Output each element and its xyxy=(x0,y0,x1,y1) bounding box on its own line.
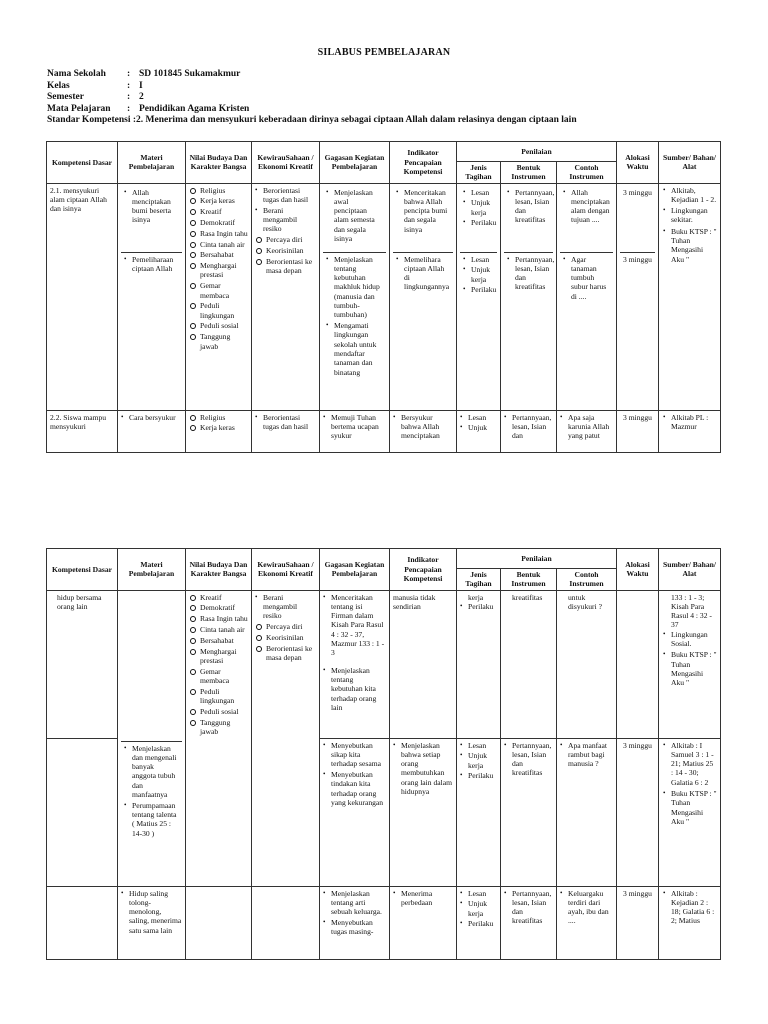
list-item: • Perilaku xyxy=(460,919,497,928)
sumber-cell xyxy=(659,590,721,738)
list-item: • Unjuk kerja xyxy=(463,265,494,284)
list-item: Tanggung jawab xyxy=(189,718,248,737)
list-item: • Apa saja karunia Allah yang patut xyxy=(560,413,613,441)
list-item: • Menceritakan bahwa Allah pencipta bumi dan segala isinya xyxy=(396,188,450,234)
list-item: Kreatif xyxy=(189,207,248,216)
materi-cell xyxy=(118,183,186,410)
list-item: Religius xyxy=(189,413,248,422)
syllabus-table-2 xyxy=(46,548,721,960)
list-item: • Memuji Tuhan bertema ucapan syukur xyxy=(323,413,386,441)
col-header-contoh: Contoh Instrumen xyxy=(557,162,617,184)
gagasan-cell xyxy=(320,738,390,886)
nilai-cell xyxy=(186,886,252,959)
list-item: • Menyebutkan tindakan kita terhadap orang yang kekurangan xyxy=(323,770,386,807)
list-item: Peduli lingkungan xyxy=(189,687,248,706)
list-item: Rasa Ingin tahu xyxy=(189,614,248,623)
list-item: • Lesan xyxy=(460,413,497,422)
list-item: • Lingkungan Sosial. xyxy=(662,630,717,649)
sumber-cell xyxy=(659,886,721,959)
header-value: I xyxy=(139,80,143,91)
list-item: • Menjelaskan tentang kebutuhan makhluk hidup (manusia dan tumbuh-tumbuhan) xyxy=(326,255,383,320)
kd-cell: hidup bersama orang lain xyxy=(47,590,118,738)
list-item: Menghargai prestasi xyxy=(189,647,248,666)
alokasi-cell xyxy=(617,183,659,410)
kd-cell: 2.1. mensyukuri alam ciptaan Allah dan isinya xyxy=(47,183,118,410)
list-item: • Lesan xyxy=(460,741,497,750)
bentuk-cell: kreatifitas xyxy=(501,590,557,738)
col-header-indikator: Indikator Pencapaian Kompetensi xyxy=(390,142,457,184)
kewira-cell xyxy=(252,410,320,452)
gagasan-cell xyxy=(320,183,390,410)
kewira-cell xyxy=(252,183,320,410)
header-sep: : xyxy=(127,80,131,91)
indikator-cell xyxy=(390,410,457,452)
jenis-cell xyxy=(457,590,501,738)
list-item: • Menjelaskan dan mengenali banyak anggota tubuh dan manfaatnya xyxy=(124,744,179,800)
list-item: • Menjelaskan bahwa setiap orang membutuhkan orang lain dalam hidupnya xyxy=(393,741,453,797)
col-header-gagasan: Gagasan Kegiatan Pembelajaran xyxy=(320,142,390,184)
alokasi-value: 3 minggu xyxy=(623,187,652,197)
list-item: • Pertannyaan, lesan, Isian dan kreatifitas xyxy=(504,741,553,778)
list-item: • Menjelaskan tentang arti sebuah keluarga. xyxy=(323,889,386,917)
contoh-cell xyxy=(557,183,617,410)
contoh-cell xyxy=(557,886,617,959)
col-header-jenis: Jenis Tagihan xyxy=(457,569,501,591)
table-row xyxy=(47,410,721,452)
list-item: Rasa Ingin tahu xyxy=(189,229,248,238)
kewira-cell xyxy=(252,590,320,886)
list-item: Bersahabat xyxy=(189,636,248,645)
list-item: • Menyebutkan sikap kita terhadap sesama xyxy=(323,741,386,769)
list-item: • Alkitab : I Samuel 3 : 1 - 21; Matius 25 : 14 - 30; Galatia 6 : 2 xyxy=(662,741,717,787)
list-item: • Menerima perbedaan xyxy=(393,889,453,908)
list-item: • Unjuk kerja xyxy=(460,899,497,918)
kd-cell xyxy=(47,738,118,886)
list-item: • Allah menciptakan bumi beserta isinya xyxy=(124,188,179,225)
list-item: Berorientasi ke masa depan xyxy=(255,644,316,663)
col-header-gagasan: Gagasan Kegiatan Pembelajaran xyxy=(320,549,390,591)
col-header-alokasi: Alokasi Waktu xyxy=(617,549,659,591)
standard-label: Standar Kompetensi : xyxy=(47,115,137,126)
list-item: • Bersyukur bahwa Allah menciptakan xyxy=(393,413,453,441)
col-header-kd: Kompetensi Dasar xyxy=(47,549,118,591)
col-header-jenis: Jenis Tagihan xyxy=(457,162,501,184)
list-item: Kreatif xyxy=(189,593,248,602)
list-item: • Memelihara ciptaan Allah di lingkungannya xyxy=(396,255,450,292)
list-item: • Pertannyaan, lesan, Isian dan kreatifitas xyxy=(507,255,550,292)
alokasi-cell: 3 minggu xyxy=(617,410,659,452)
col-header-nilai: Nilai Budaya Dan Karakter Bangsa xyxy=(186,142,252,184)
table-row xyxy=(47,590,721,738)
header-label: Semester xyxy=(47,92,84,103)
list-item: • Berorientasi tugas dan hasil xyxy=(255,186,316,205)
jenis-cell xyxy=(457,410,501,452)
col-header-kewira: KewirauSahaan / Ekonomi Kreatif xyxy=(252,549,320,591)
gagasan-cell xyxy=(320,886,390,959)
sumber-cell xyxy=(659,183,721,410)
list-item: Percaya diri xyxy=(255,235,316,244)
list-item: • Berorientasi tugas dan hasil xyxy=(255,413,316,432)
list-item: • Perilaku xyxy=(463,285,494,294)
list-item: Keorisinilan xyxy=(255,246,316,255)
bentuk-cell xyxy=(501,886,557,959)
bentuk-cell xyxy=(501,183,557,410)
materi-cell xyxy=(118,410,186,452)
list-item: • Keluargaku terdiri dari ayah, ibu dan .... xyxy=(560,889,613,926)
col-header-materi: Materi Pembelajaran xyxy=(118,549,186,591)
gagasan-cell xyxy=(320,590,390,738)
header-sep: : xyxy=(127,69,131,79)
header-label: Kelas xyxy=(47,80,70,91)
col-header-alokasi: Alokasi Waktu xyxy=(617,142,659,184)
table-row xyxy=(47,886,721,959)
list-item: • Pertannyaan, lesan, Isian dan xyxy=(504,413,553,441)
list-item: • Buku KTSP : " Tuhan Mengasihi Aku " xyxy=(662,227,717,264)
materi-cell xyxy=(118,590,186,886)
indikator-cell xyxy=(390,183,457,410)
header-label: Mata Pelajaran xyxy=(47,103,111,114)
col-header-kewira: KewirauSahaan / Ekonomi Kreatif xyxy=(252,142,320,184)
list-item: • Alkitab PL : Mazmur xyxy=(662,413,717,432)
materi-cell xyxy=(118,886,186,959)
list-item: Peduli sosial xyxy=(189,707,248,716)
list-item: • Pertannyaan, lesan, Isian dan kreatifitas xyxy=(504,889,553,926)
list-item: • Menceritakan tentang isi Firman dalam Kisah Para Rasul 4 : 32 - 37, Mazmur 133 : 1 - 3 xyxy=(323,593,386,658)
gagasan-cell xyxy=(320,410,390,452)
col-header-sumber: Sumber/ Bahan/ Alat xyxy=(659,142,721,184)
kd-cell: 2.2. Siswa mampu mensyukuri xyxy=(47,410,118,452)
list-item: Keorisinilan xyxy=(255,633,316,642)
list-item: Cinta tanah air xyxy=(189,625,248,634)
list-item: Menghargai prestasi xyxy=(189,261,248,280)
list-item: Religius xyxy=(189,186,248,195)
nilai-cell xyxy=(186,590,252,886)
col-header-contoh: Contoh Instrumen xyxy=(557,569,617,591)
list-item: Kerja keras xyxy=(189,196,248,205)
list-item: • Perilaku xyxy=(460,602,497,611)
jenis-value: kerja xyxy=(468,592,484,602)
header-value: SD 101845 Sukamakmur xyxy=(139,69,241,79)
contoh-cell xyxy=(557,738,617,886)
list-item: Demokratif xyxy=(189,218,248,227)
list-item: • Berani mengambil resiko xyxy=(255,206,316,234)
col-header-materi: Materi Pembelajaran xyxy=(118,142,186,184)
col-header-penilaian: Penilaian xyxy=(457,142,617,162)
kewira-cell xyxy=(252,886,320,959)
alokasi-value: 3 minggu xyxy=(620,252,655,266)
sumber-cell xyxy=(659,738,721,886)
list-item: • Perilaku xyxy=(460,771,497,780)
list-item: • Menjelaskan tentang kebutuhan kita terhadap orang lain xyxy=(323,666,386,712)
list-item: Percaya diri xyxy=(255,622,316,631)
alokasi-cell: 3 minggu xyxy=(617,886,659,959)
list-item: • Unjuk kerja xyxy=(463,198,494,217)
list-item: Bersahabat xyxy=(189,250,248,259)
jenis-cell xyxy=(457,738,501,886)
header-value: 2 xyxy=(139,92,144,103)
bentuk-cell xyxy=(501,738,557,886)
alokasi-cell xyxy=(617,590,659,738)
list-item: • Hidup saling tolong-menolong, saling, menerima satu sama lain xyxy=(121,889,182,935)
header-row-semester xyxy=(47,92,577,104)
col-header-bentuk: Bentuk Instrumen xyxy=(501,162,557,184)
jenis-cell xyxy=(457,183,501,410)
table-row xyxy=(47,183,721,410)
list-item: • Alkitab, Kejadian 1 - 2. xyxy=(662,186,717,205)
list-item: • Agar tanaman tumbuh subur harus di .... xyxy=(563,255,610,301)
contoh-cell: untuk disyukuri ? xyxy=(557,590,617,738)
nilai-cell xyxy=(186,410,252,452)
list-item: • Mengamati lingkungan sekolah untuk mendaftar tanaman dan binatang xyxy=(326,321,383,377)
col-header-nilai: Nilai Budaya Dan Karakter Bangsa xyxy=(186,549,252,591)
header-sep: : xyxy=(127,103,131,114)
list-item: • Allah menciptakan alam dengan tujuan .... xyxy=(563,188,610,225)
list-item: • Lingkungan sekitar. xyxy=(662,206,717,225)
jenis-cell xyxy=(457,886,501,959)
indikator-cell xyxy=(390,886,457,959)
list-item: • Menjelaskan awal penciptaan alam semesta dan segala isinya xyxy=(326,188,383,244)
list-item: • Pemeliharaan ciptaan Allah xyxy=(124,255,179,274)
list-item: • Unjuk kerja xyxy=(460,751,497,770)
list-item: • Buku KTSP : " Tuhan Mengasihi Aku " xyxy=(662,789,717,826)
standard-value: 2. Menerima dan mensyukuri keberadaan dirinya sebagai ciptaan Allah dalam relasinya dengan ciptaan lain xyxy=(136,115,577,126)
list-item: • Alkitab : Kejadian 2 : 18; Galatia 6 : 2; Matius xyxy=(662,889,717,926)
header-row-subject xyxy=(47,104,577,116)
header-label: Nama Sekolah xyxy=(47,69,106,79)
header-row-class xyxy=(47,81,577,93)
sumber-text: 133 : 1 - 3; Kisah Para Rasul 4 : 32 - 37 xyxy=(671,592,712,630)
document-header xyxy=(47,69,577,127)
list-item: Demokratif xyxy=(189,603,248,612)
kd-cell xyxy=(47,886,118,959)
list-item: Tanggung jawab xyxy=(189,332,248,351)
document-title: SILABUS PEMBELAJARAN xyxy=(317,47,451,58)
col-header-bentuk: Bentuk Instrumen xyxy=(501,569,557,591)
list-item: • Apa manfaat rambut bagi manusia ? xyxy=(560,741,613,769)
list-item: • Lesan xyxy=(463,188,494,197)
list-item: • Pertannyaan, lesan, Isian dan kreatifitas xyxy=(507,188,550,225)
contoh-cell xyxy=(557,410,617,452)
list-item: • Perilaku xyxy=(463,218,494,227)
col-header-indikator: Indikator Pencapaian Kompetensi xyxy=(390,549,457,591)
bentuk-cell xyxy=(501,410,557,452)
indikator-cell xyxy=(390,738,457,886)
nilai-cell xyxy=(186,183,252,410)
list-item: Gemar membaca xyxy=(189,667,248,686)
col-header-penilaian: Penilaian xyxy=(457,549,617,569)
header-sep: : xyxy=(127,92,131,103)
list-item: • Lesan xyxy=(460,889,497,898)
list-item: Cinta tanah air xyxy=(189,240,248,249)
sumber-cell xyxy=(659,410,721,452)
list-item: • Menyebutkan tugas masing- xyxy=(323,918,386,937)
header-value: Pendidikan Agama Kristen xyxy=(139,103,250,114)
list-item: • Berani mengambil resiko xyxy=(255,593,316,621)
list-item: • Buku KTSP : " Tuhan Mengasihi Aku " xyxy=(662,650,717,687)
header-row-school xyxy=(47,69,577,81)
list-item: • Lesan xyxy=(463,255,494,264)
col-header-kd: Kompetensi Dasar xyxy=(47,142,118,184)
list-item: • Cara bersyukur xyxy=(121,413,182,422)
list-item: Peduli sosial xyxy=(189,321,248,330)
list-item: Kerja keras xyxy=(189,423,248,432)
col-header-sumber: Sumber/ Bahan/ Alat xyxy=(659,549,721,591)
list-item: • Unjuk xyxy=(460,423,497,432)
list-item: Gemar membaca xyxy=(189,281,248,300)
indikator-cell: manusia tidak sendirian xyxy=(390,590,457,738)
list-item: Berorientasi ke masa depan xyxy=(255,257,316,276)
syllabus-table-1 xyxy=(46,141,721,453)
list-item: • Perumpamaan tentang talenta ( Matius 25 : 14-30 ) xyxy=(124,801,179,838)
list-item: Peduli lingkungan xyxy=(189,301,248,320)
alokasi-cell: 3 minggu xyxy=(617,738,659,886)
header-row-standard xyxy=(47,115,577,127)
